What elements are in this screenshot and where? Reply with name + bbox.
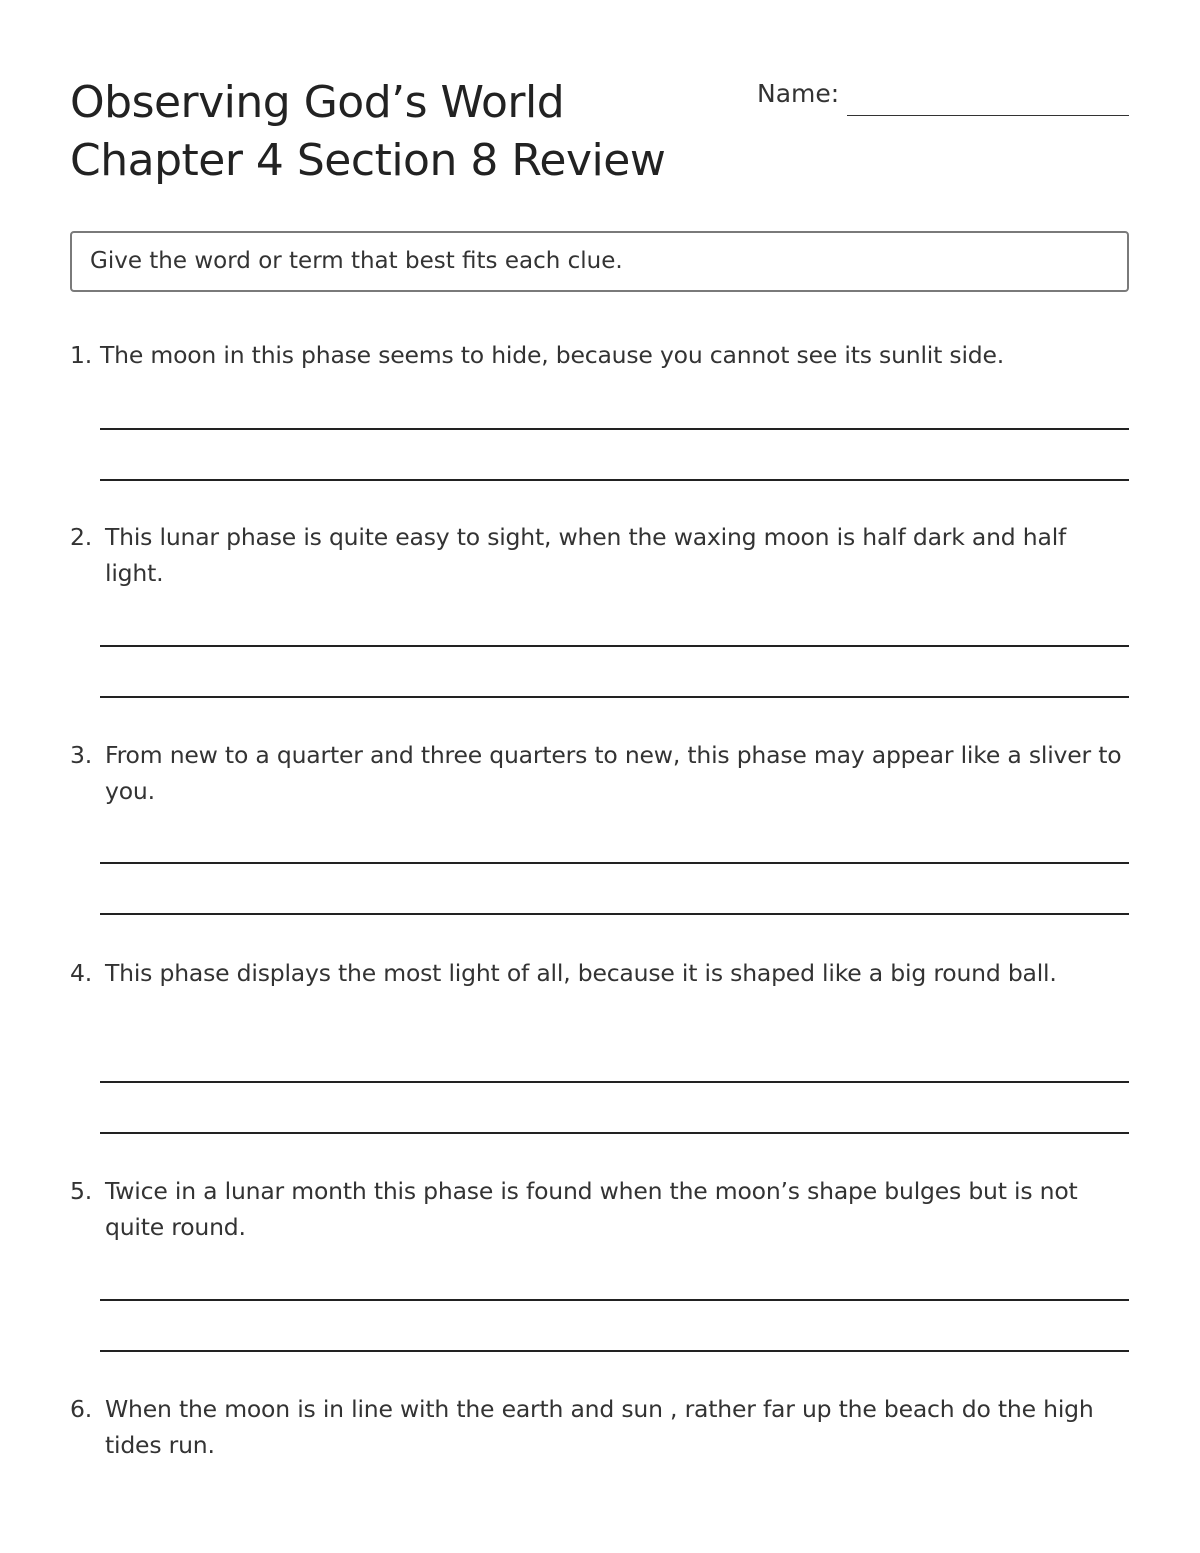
question-number: 1. <box>70 341 93 369</box>
answer-line[interactable] <box>100 479 1129 481</box>
question-text: From new to a quarter and three quarters to new, this phase may appear like a sliver to you. <box>105 741 1122 805</box>
page-title <box>70 74 665 190</box>
answer-line[interactable] <box>100 1081 1129 1083</box>
answer-line[interactable] <box>100 1132 1129 1134</box>
name-label: Name: <box>757 79 840 108</box>
question-5 <box>70 1173 1129 1245</box>
question-text: Twice in a lunar month this phase is found when the moon’s shape bulges but is not quite round. <box>105 1177 1078 1241</box>
question-number: 4. <box>70 959 93 987</box>
question-text: The moon in this phase seems to hide, because you cannot see its sunlit side. <box>100 341 1005 369</box>
answer-line[interactable] <box>100 696 1129 698</box>
question-number: 3. <box>70 741 93 769</box>
answer-line[interactable] <box>100 1350 1129 1352</box>
question-text: This phase displays the most light of all, because it is shaped like a big round ball. <box>105 959 1057 987</box>
name-blank-line[interactable] <box>847 115 1129 116</box>
question-number: 2. <box>70 523 93 551</box>
answer-line[interactable] <box>100 428 1129 430</box>
title-line-2: Chapter 4 Section 8 Review <box>70 135 666 186</box>
name-field-group <box>757 78 1129 118</box>
instructions-box: Give the word or term that best fits each clue. <box>70 231 1129 292</box>
question-number: 5. <box>70 1177 93 1205</box>
answer-line[interactable] <box>100 913 1129 915</box>
question-6 <box>70 1391 1129 1463</box>
answer-line[interactable] <box>100 1299 1129 1301</box>
question-number: 6. <box>70 1395 93 1423</box>
title-line-1: Observing God’s World <box>70 77 565 128</box>
question-text: This lunar phase is quite easy to sight, when the waxing moon is half dark and half light. <box>105 523 1067 587</box>
answer-line[interactable] <box>100 862 1129 864</box>
question-1 <box>70 337 1129 373</box>
question-4 <box>70 955 1129 991</box>
question-text: When the moon is in line with the earth and sun , rather far up the beach do the high tides run. <box>105 1395 1094 1459</box>
question-3 <box>70 737 1129 809</box>
answer-line[interactable] <box>100 645 1129 647</box>
question-2 <box>70 519 1129 591</box>
